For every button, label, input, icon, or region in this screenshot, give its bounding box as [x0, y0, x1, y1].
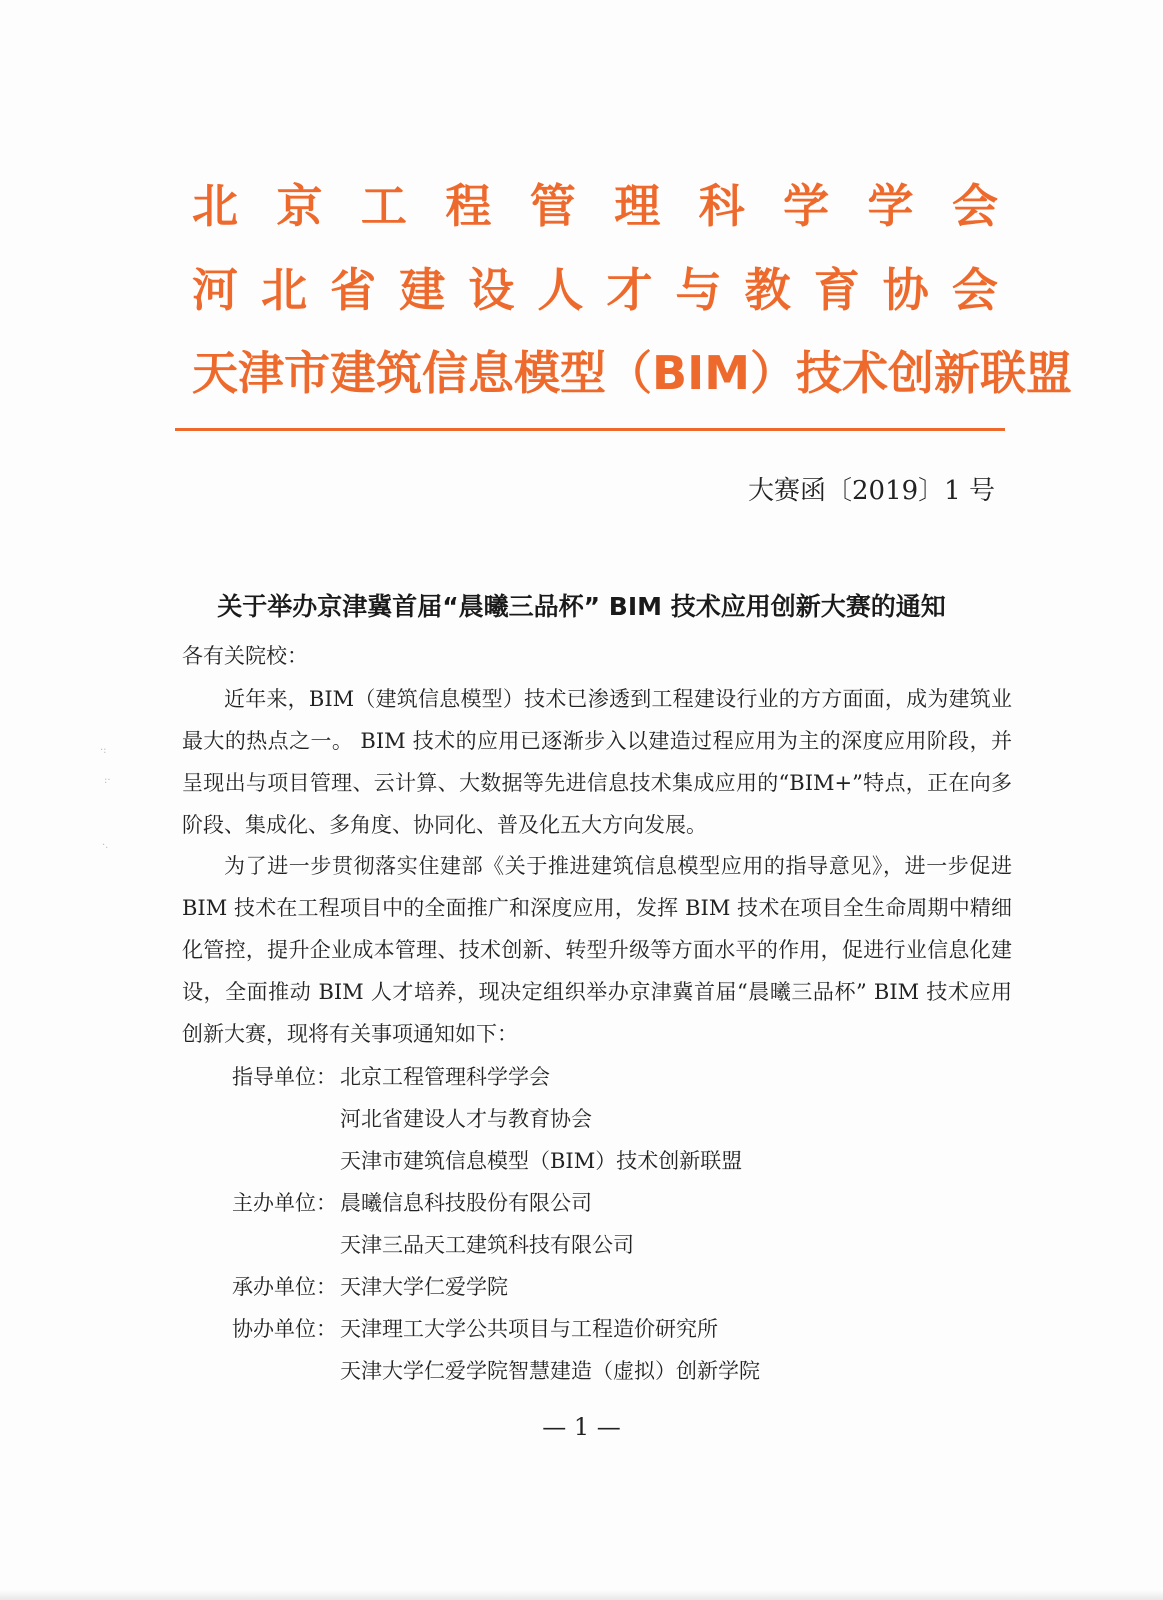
letterhead-char: 设 [468, 263, 515, 317]
letterhead-char: 理 [614, 179, 661, 233]
org-row [232, 1308, 760, 1350]
letterhead-char: 型 [560, 346, 606, 400]
letterhead-char: 信 [422, 346, 468, 400]
letterhead-char: 京 [276, 179, 323, 233]
document-number: 大赛函〔2019〕1 号 [748, 476, 995, 506]
letterhead-char: 协 [882, 263, 929, 317]
body-paragraph-1: 近年来，BIM（建筑信息模型）技术已渗透到工程建设行业的方方面面，成为建筑业最大的热点之一。 BIM 技术的应用已逐渐步入以建造过程应用为主的深度应用阶段，并呈现出与项目管理、云计算、大数据等先进信息技术集成应用的“BIM+”特点，正在向多阶段、集成化、多角度、协同化、普及化五大方向发展。 [182, 687, 1012, 837]
letterhead-char: 学 [867, 179, 914, 233]
org-label [232, 1224, 340, 1266]
letterhead-char: 北 [192, 179, 238, 233]
letterhead-char: 管 [529, 179, 576, 233]
letterhead-char: 术 [841, 346, 888, 400]
org-name: 天津理工大学公共项目与工程造价研究所 [340, 1317, 718, 1341]
letterhead-char: 会 [951, 179, 998, 233]
org-name: 天津大学仁爱学院智慧建造（虚拟）创新学院 [340, 1359, 760, 1383]
letterhead-char: 创 [887, 346, 934, 400]
page-number: — 1 — [542, 1413, 621, 1441]
letterhead-char: 会 [951, 263, 998, 317]
org-row [232, 1182, 760, 1224]
org-row [232, 1098, 760, 1140]
org-name: 天津市建筑信息模型（BIM）技术创新联盟 [340, 1149, 743, 1173]
letterhead-char: 筑 [376, 346, 422, 400]
org-row [232, 1056, 760, 1098]
org-name: 河北省建设人才与教育协会 [340, 1107, 592, 1131]
letterhead-char: 学 [783, 179, 830, 233]
letterhead-char: 工 [360, 179, 407, 233]
letterhead-char: 省 [330, 263, 377, 317]
org-row [232, 1266, 760, 1308]
org-name: 晨曦信息科技股份有限公司 [340, 1191, 592, 1215]
letterhead-line-2 [192, 262, 998, 318]
scan-speck: ·. [102, 840, 109, 851]
letterhead-char: 教 [744, 263, 791, 317]
org-row [232, 1350, 760, 1392]
org-label: 指导单位： [232, 1065, 337, 1089]
letterhead-char: 息 [468, 346, 514, 400]
letterhead-char: （ [606, 346, 652, 400]
org-label: 协办单位： [232, 1317, 337, 1341]
letterhead-char: 与 [675, 263, 722, 317]
letterhead-char: ） [749, 346, 796, 400]
org-name: 北京工程管理科学学会 [340, 1065, 550, 1089]
salutation: 各有关院校： [182, 644, 308, 668]
letterhead-char: 建 [330, 346, 376, 400]
letterhead-char: 程 [445, 179, 492, 233]
letterhead-char: 市 [284, 346, 330, 400]
org-row [232, 1224, 760, 1266]
org-name: 天津三品天工建筑科技有限公司 [340, 1233, 634, 1257]
org-row [232, 1140, 760, 1182]
document-title: 关于举办京津冀首届“晨曦三品杯” BIM 技术应用创新大赛的通知 [217, 592, 946, 621]
letterhead-line-1 [192, 178, 998, 234]
organizations-list [232, 1056, 760, 1392]
letterhead-char: 联 [979, 346, 1026, 400]
letterhead-char: 河 [192, 263, 238, 317]
letterhead-char: B [652, 346, 688, 400]
letterhead-char: 盟 [1025, 346, 1072, 400]
letterhead-divider [175, 428, 1005, 431]
letterhead-char: 新 [933, 346, 980, 400]
body-paragraph-2: 为了进一步贯彻落实住建部《关于推进建筑信息模型应用的指导意见》，进一步促进 BIM 技术在工程项目中的全面推广和深度应用，发挥 BIM 技术在项目全生命周期中精细化管控，提升企业成本管理、技术创新、转型升级等方面水平的作用，促进行业信息化建设，全面推动 BIM 人才培养，现决定组织举办京津冀首届“晨曦三品杯” BIM 技术应用创新大赛，现将有关事项通知如下： [182, 854, 1012, 1046]
letterhead-char: 建 [399, 263, 446, 317]
letterhead-char: 天 [192, 346, 238, 400]
letterhead-char: 才 [606, 263, 653, 317]
org-name: 天津大学仁爱学院 [340, 1275, 508, 1299]
org-label [232, 1098, 340, 1140]
letterhead-char: 技 [795, 346, 842, 400]
scan-speck: ·: [100, 745, 107, 756]
letterhead-char: 人 [537, 263, 584, 317]
org-label [232, 1350, 340, 1392]
letterhead-char: 津 [238, 346, 284, 400]
letterhead-char: I [687, 346, 705, 400]
letterhead-char: M [704, 346, 750, 400]
scan-edge [0, 1590, 1163, 1600]
org-label: 主办单位： [232, 1191, 337, 1215]
org-label [232, 1140, 340, 1182]
org-label: 承办单位： [232, 1275, 337, 1299]
letterhead-char: 科 [698, 179, 745, 233]
letterhead-char: 北 [261, 263, 308, 317]
letterhead-char: 模 [514, 346, 560, 400]
letterhead-char: 育 [813, 263, 860, 317]
scan-speck: :· [104, 775, 111, 786]
letterhead-line-3 [192, 345, 1072, 401]
